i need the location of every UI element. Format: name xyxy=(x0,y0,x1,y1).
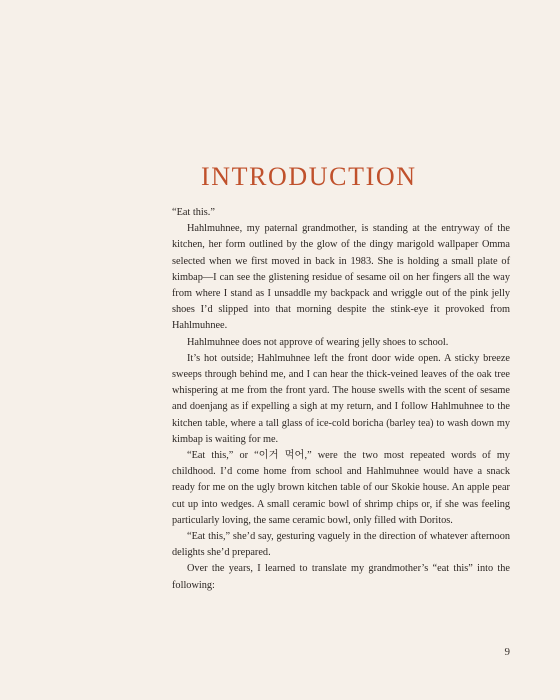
chapter-title: INTRODUCTION xyxy=(201,162,417,191)
paragraph: Over the years, I learned to translate my grandmother’s “eat this” into the following: xyxy=(172,563,510,591)
page-number: 9 xyxy=(504,646,510,658)
chapter-body xyxy=(172,205,510,594)
paragraph: “Eat this,” or “이거 먹어,” were the two most repeated words of my childhood. I’d come home from school and Hahlmuhnee would have a snack ready for me on the ugly brown kitchen table of our Skokie house. An apple pear cut up into wedges. A small ceramic bowl of shrimp chips or, if she was feeling particularly loving, the same ceramic bowl, only filled with Doritos. xyxy=(172,450,510,526)
paragraph: It’s hot outside; Hahlmuhnee left the front door wide open. A sticky breeze sweeps through behind me, and I can hear the thick-veined leaves of the oak tree whispering at me from the front yard. The house swells with the scent of sesame and doenjang as if expelling a sigh at my return, and I follow Hahlmuhnee to the kitchen table, where a tall glass of ice-cold boricha (barley tea) to wash down my kimbap is waiting for me. xyxy=(172,352,510,445)
paragraph: Hahlmuhnee, my paternal grandmother, is standing at the entryway of the kitchen, her form outlined by the glow of the dingy marigold wallpaper Omma selected when we first moved in back in 1983. She is holding a small plate of kimbap—I can see the glistening residue of sesame oil on her fingers all the way from where I stand as I unsaddle my backpack and wriggle out of the pink jelly shoes I’d slipped into that morning despite the stink-eye it provoked from Hahlmuhnee. xyxy=(172,223,510,332)
paragraph: “Eat this,” she’d say, gesturing vaguely in the direction of whatever afternoon delights she’d prepared. xyxy=(172,531,510,559)
paragraph: Hahlmuhnee does not approve of wearing jelly shoes to school. xyxy=(187,336,449,348)
paragraph: “Eat this.” xyxy=(172,207,215,218)
